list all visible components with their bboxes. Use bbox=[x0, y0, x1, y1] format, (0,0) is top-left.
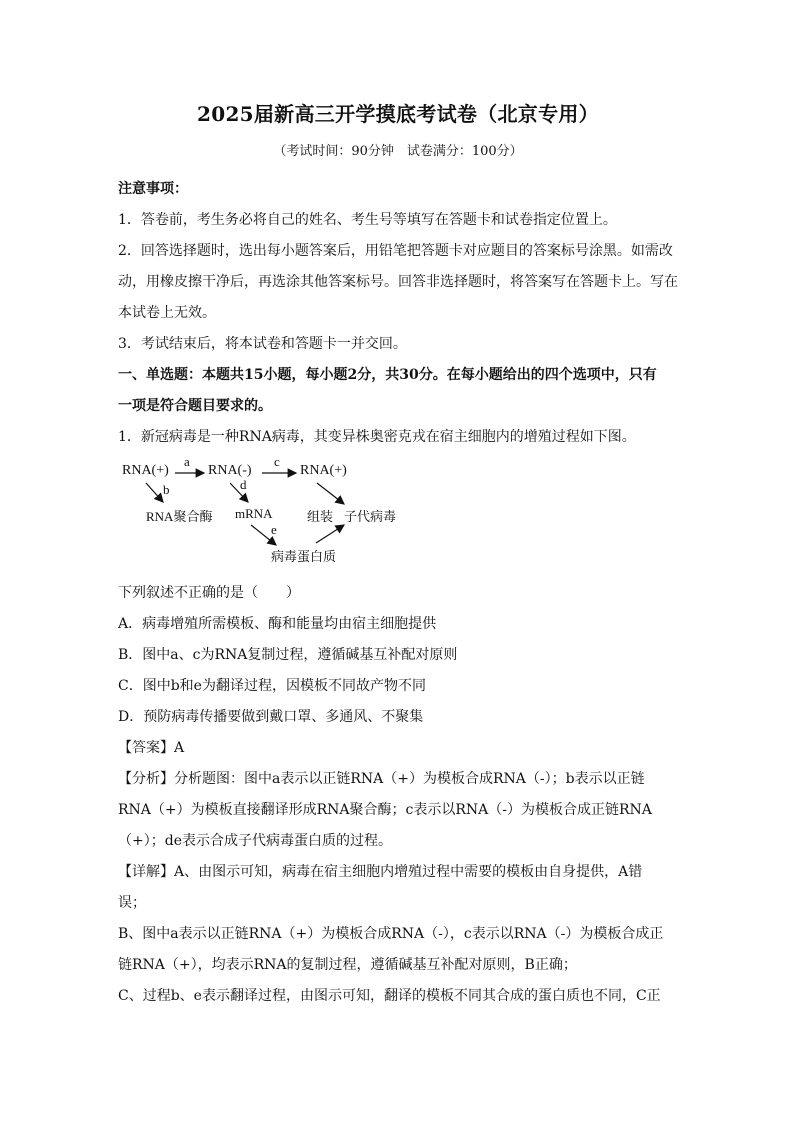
detail-line: 误； bbox=[118, 895, 146, 911]
label-d: d bbox=[240, 477, 247, 492]
notice-item: 本试卷上无效。 bbox=[118, 305, 216, 321]
node-protein: 病毒蛋白质 bbox=[271, 549, 337, 564]
notice-item: 动，用橡皮擦干净后，再选涂其他答案标号。回答非选择题时，将答案写在答题卡上。写在 bbox=[118, 274, 678, 290]
label-e: e bbox=[271, 522, 277, 537]
node-rna-plus-1: RNA(+) bbox=[122, 463, 169, 478]
option-c: C．图中b和e为翻译过程，因模板不同故产物不同 bbox=[118, 678, 426, 694]
label-b: b bbox=[163, 482, 170, 497]
exam-title: 2025届新高三开学摸底考试卷（北京专用） bbox=[197, 102, 599, 126]
option-d: D．预防病毒传播要做到戴口罩、多通风、不聚集 bbox=[118, 709, 424, 725]
analysis-line: RNA（+）为模板直接翻译形成RNA聚合酶；c表示以RNA（-）为模板合成正链RNA bbox=[118, 802, 652, 818]
node-assembly: 组装 bbox=[307, 509, 334, 524]
detail-line: 链RNA（+），均表示RNA的复制过程，遵循碱基互补配对原则，B正确； bbox=[118, 957, 577, 973]
arrow-rna-to-progeny bbox=[317, 483, 344, 504]
notice-item: 1．答卷前，考生务必将自己的姓名、考生号等填写在答题卡和试卷指定位置上。 bbox=[118, 212, 617, 228]
option-a: A．病毒增殖所需模板、酶和能量均由宿主细胞提供 bbox=[118, 616, 437, 632]
notice-item: 3．考试结束后，将本试卷和答题卡一并交回。 bbox=[118, 336, 407, 352]
label-a: a bbox=[184, 454, 190, 469]
analysis-line: 【分析】分析题图：图中a表示以正链RNA（+）为模板合成RNA（-）；b表示以正链 bbox=[118, 771, 645, 787]
node-progeny: 子代病毒 bbox=[344, 509, 397, 524]
option-b: B．图中a、c为RNA复制过程，遵循碱基互补配对原则 bbox=[118, 647, 458, 663]
detail-line: B、图中a表示以正链RNA（+）为模板合成RNA（-），c表示以RNA（-）为模板合成正 bbox=[118, 926, 664, 942]
exam-subtitle: （考试时间：90分钟 试卷满分：100分） bbox=[273, 144, 523, 159]
exam-page bbox=[118, 100, 678, 1012]
notice-item: 2．回答选择题时，选出每小题答案后，用铅笔把答题卡对应题目的答案标号涂黑。如需改 bbox=[118, 243, 673, 259]
section-heading: 一、单选题：本题共15小题，每小题2分，共30分。在每小题给出的四个选项中，只有 bbox=[118, 367, 657, 383]
answer: 【答案】A bbox=[118, 740, 185, 756]
question-prompt: 下列叙述不正确的是（ ） bbox=[118, 585, 300, 601]
arrow-b bbox=[146, 483, 163, 502]
node-rna-plus-2: RNA(+) bbox=[300, 463, 347, 478]
node-mrna: mRNA bbox=[235, 506, 273, 521]
detail-line: C、过程b、e表示翻译过程，由图示可知，翻译的模板不同其合成的蛋白质也不同，C正 bbox=[118, 988, 661, 1004]
node-polymerase: RNA聚合酶 bbox=[146, 509, 213, 524]
question-stem: 1．新冠病毒是一种RNA病毒，其变异株奥密克戎在宿主细胞内的增殖过程如下图。 bbox=[118, 429, 636, 445]
notice-heading: 注意事项： bbox=[118, 181, 188, 197]
node-rna-minus: RNA(-) bbox=[208, 463, 252, 478]
replication-diagram bbox=[118, 454, 448, 574]
section-heading-cont: 一项是符合题目要求的。 bbox=[118, 398, 272, 414]
label-c: c bbox=[274, 454, 280, 469]
analysis-line: （+）；de表示合成子代病毒蛋白质的过程。 bbox=[118, 833, 392, 849]
detail-line: 【详解】A、由图示可知，病毒在宿主细胞内增殖过程中需要的模板由自身提供，A错 bbox=[118, 864, 643, 880]
arrow-protein-to-progeny bbox=[316, 525, 344, 543]
